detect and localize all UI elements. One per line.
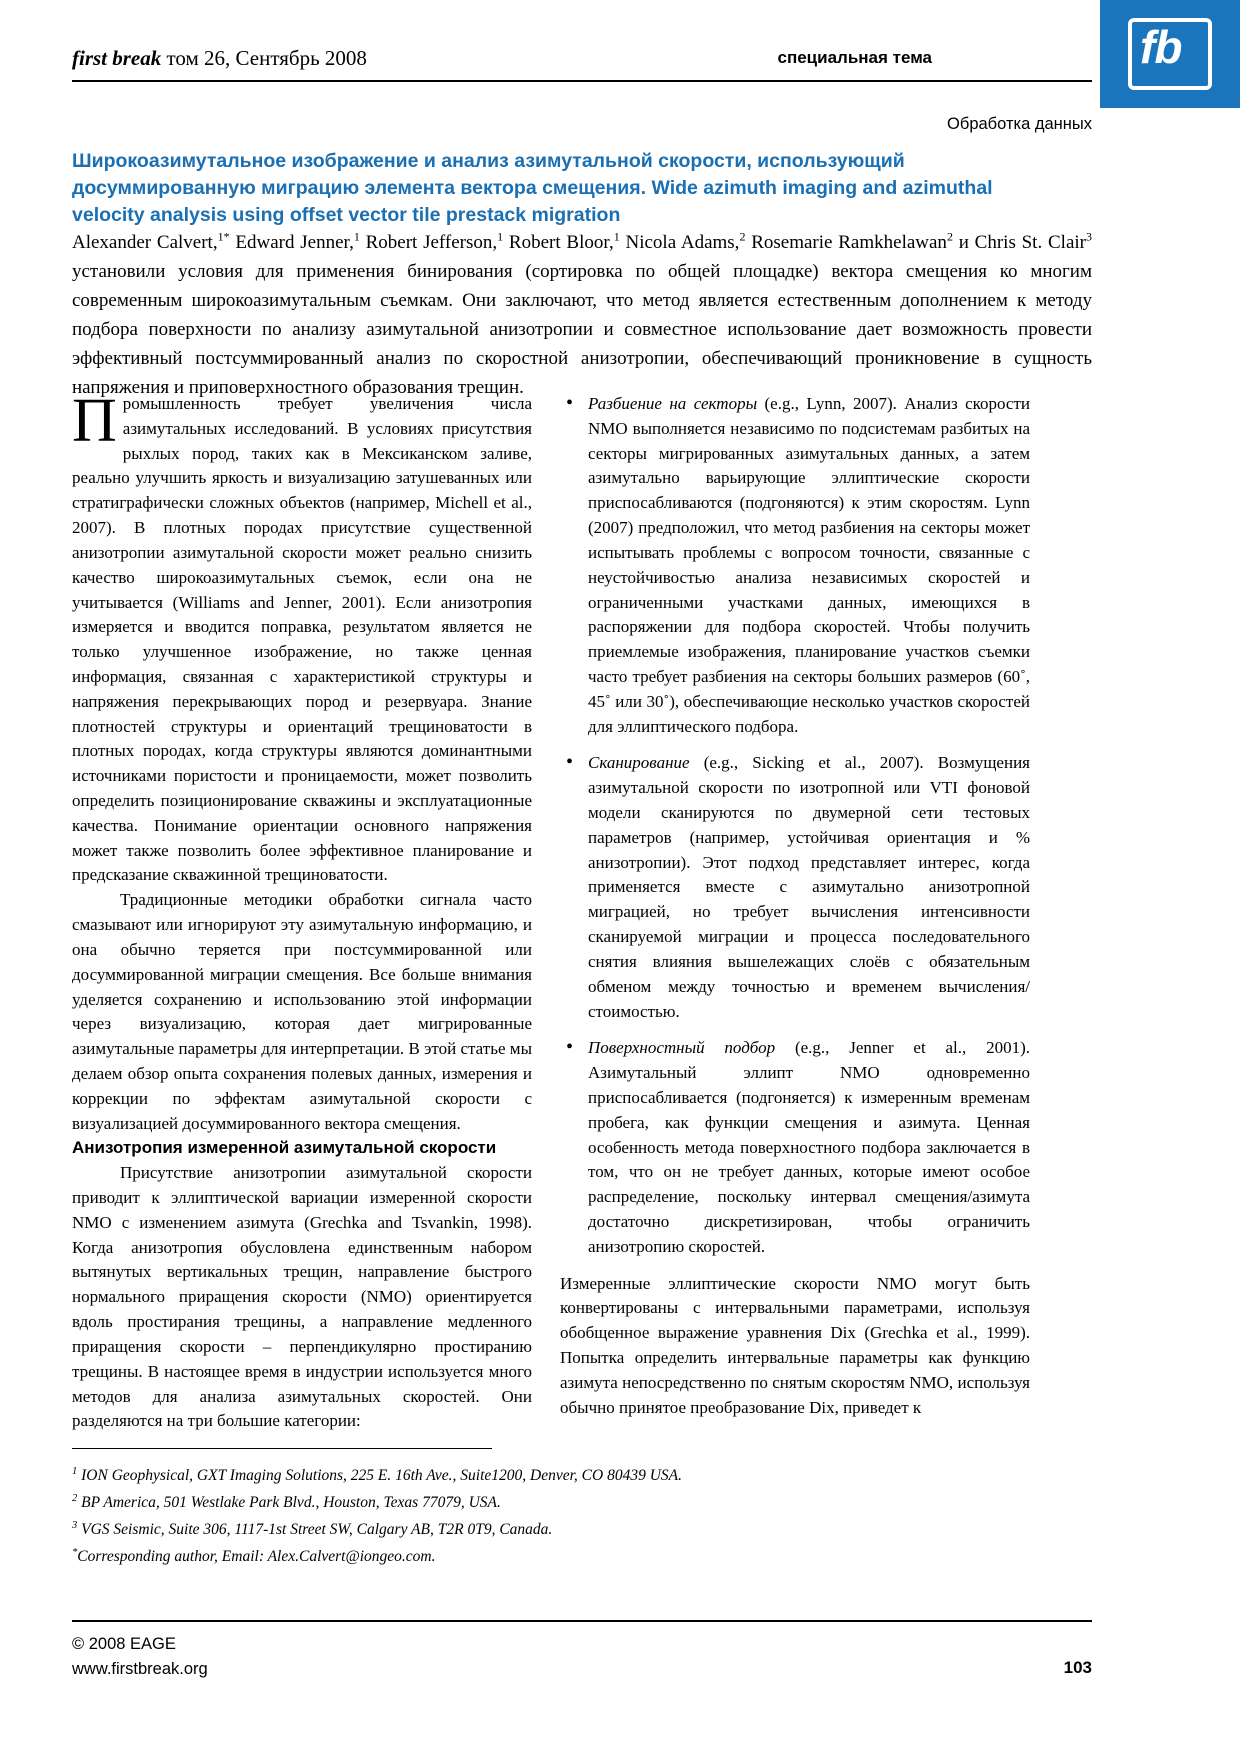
- first-break-logo: [1100, 0, 1240, 108]
- logo-text: fb: [1140, 21, 1182, 73]
- website-url[interactable]: www.firstbreak.org: [72, 1659, 208, 1678]
- title-line-2: досуммированную миграцию элемента вектора смещения. Wide azimuth imaging and azimuthal: [72, 176, 993, 199]
- list-item: [560, 1036, 1030, 1259]
- footnote-marker: 2: [72, 1492, 78, 1504]
- header-divider: [72, 80, 1092, 82]
- footnote-text: VGS Seismic, Suite 306, 1117-1st Street SW, Calgary AB, T2R 0T9, Canada.: [77, 1521, 553, 1539]
- list-item-text: (e.g., Sicking et al., 2007). Возмущения азимутальной скорости по изотропной или VTI фоновой модели сканируются по двумерной сети тестовых параметров (например, устойчивая ориентация и % анизотропии). Этот подход представляет интерес, когда применяется вместе с азимутально анизотропной миграцией, но требует вычисления интенсивности сканируемой миграции и процесса последовательного снятия влияния вышележащих слоёв с обязательным обменом между точностью и временем вычисления/стоимостью.: [588, 753, 1030, 1021]
- list-item-lead: Поверхностный подбор: [588, 1038, 776, 1058]
- paragraph-traditional-methods: Традиционные методики обработки сигнала часто смазывают или игнорируют эту азимутальную информацию, и она обычно теряется при постсуммированной или досуммированной миграции смещения. Все больше внимания уделяется сохранению и использованию этой информации через визуализацию, которая дает мигрированные азимутальные параметры для интерпретации. В этой статье мы делаем обзор опыта сохранения полевых данных, измерения и коррекции по эффектам азимутальной скорости с визуализацией досуммированного вектора смещения.: [72, 890, 532, 1133]
- footnote-corresponding-author: [72, 1543, 1092, 1570]
- drop-cap: П: [72, 387, 117, 455]
- footnote-text: Corresponding author, Email: Alex.Calvert@iongeo.com.: [77, 1548, 436, 1566]
- subheading-anisotropy: Анизотропия измеренной азимутальной скорости: [72, 1138, 497, 1158]
- journal-name: first break: [72, 46, 162, 70]
- page-title: [72, 148, 1032, 229]
- list-item: [560, 751, 1030, 1024]
- column-left: [72, 387, 532, 1434]
- footnote-1: [72, 1462, 1092, 1489]
- list-item-lead: Разбиение на секторы: [588, 394, 758, 413]
- author-list: Alexander Calvert,$^{1*}$ Edward Jenner,$^1$ Robert Jefferson,$^1$ Robert Bloor,$^1$ Nicola Adams,$^2$ Rosemarie Ramkhelawan$^2$ и Chris St. Clair$^3$: [72, 230, 1092, 254]
- footnote-text: ION Geophysical, GXT Imaging Solutions, 225 E. 16th Ave., Suite1200, Denver, CO 80439 USA.: [77, 1467, 682, 1484]
- copyright-text: © 2008 EAGE: [72, 1635, 176, 1653]
- title-line-3: velocity analysis using offset vector tile prestack migration: [72, 203, 621, 226]
- title-line-1: Широкоазимутальное изображение и анализ азимутальной скорости, использующий: [72, 150, 905, 172]
- footnote-text: BP America, 501 Westlake Park Blvd., Houston, Texas 77079, USA.: [77, 1494, 501, 1512]
- footnote-marker: 1: [72, 1465, 78, 1477]
- list-item-text: (e.g., Jenner et al., 2001). Азимутальный эллипт NMO одновременно приспосабливается (подгоняется) к измеренным временам пробега, как функции смещения и азимута. Ценная особенность метода поверхностного подбора заключается в том, что он не требует данных, которые имеют особое распределение, поскольку интервал смещения/азимута достаточно дискретизирован, чтобы ограничить анизотропию скоростей.: [588, 1038, 1031, 1256]
- list-item-lead: Сканирование: [588, 753, 690, 773]
- footnotes: [72, 1462, 1092, 1571]
- page-number: 103: [1063, 1658, 1092, 1677]
- methods-list: [560, 392, 1030, 1260]
- footnote-2: [72, 1489, 1092, 1516]
- section-label: Обработка данных: [947, 115, 1092, 133]
- journal-issue-text: том 26, Сентябрь 2008: [161, 46, 367, 70]
- paragraph-dix-conversion: Измеренные эллиптические скорости NMO могут быть конвертированы с интервальными параметрами, используя обобщенное выражение уравнения Dix (Grechka et al., 1999). Попытка определить интервальные параметры как функцию азимута непосредственно по снятым скоростям NMO, используя обычно принятое преобразование Dix, приведет к: [560, 1273, 1030, 1417]
- masthead: [72, 46, 1092, 71]
- footnote-divider: [72, 1448, 492, 1449]
- footnote-marker: *: [72, 1547, 78, 1559]
- paragraph-intro-text: ромышленность требует увеличения числа азимутальных исследований. В условиях присутствия рыхлых пород, таких как в Мексиканском заливе, реально улучшить яркость и визуализацию затушеванных или стратиграфически сложных объектов (например, Michell et al., 2007). В плотных породах присутствие существенной анизотропии азимутальной скорости может реально снизить качество широкоазимутальных съемок, если она не учитывается (Williams and Jenner, 2001). Если анизотропия измеряется и вводится поправка, результатом является не только улучшенное изображение, но также ценная информация, связанная с характеристикой структуры и напряжения перекрывающих пород и резервуара. Знание плотностей структуры и ориентаций трещиноватости в плотных породах, когда структуры являются доминантными источниками пористости и проницаемости, может позволить определить позиционирование скважины и эксплуатационные качества. Понимание ориентации основного напряжения может также позволить более эффективное планирование и предсказание скважинной трещиноватости.: [72, 394, 532, 885]
- journal-issue: [72, 46, 367, 71]
- abstract-text: установили условия для применения бинирования (сортировка по общей площадке) вектора смещения ко многим современным широкоазимутальным съемкам. Они заключают, что метод является естественным дополнением к методу подбора поверхности по анализу азимутальной анизотропии и совместное использование дает возможность провести эффективный постсуммированный анализ по скоростной анизотропии, обеспечивающий проникновение в сущность напряжения и приповерхностного образования трещин.: [72, 261, 1092, 398]
- paragraph-anisotropy: Присутствие анизотропии азимутальной скорости приводит к эллиптической вариации измеренной скорости NMO с изменением азимута (Grechka and Tsvankin, 1998). Когда анизотропия обусловлена единственным набором вытянутых вертикальных трещин, направление быстрого нормального приращения скорости (NMO) ориентируется вдоль простирания трещины, а направление медленного приращения скорости – перпендикулярно простиранию трещины. В настоящее время в индустрии используется много методов для анализа азимутальных скоростей. Они разделяются на три большие категории:: [72, 1163, 532, 1431]
- special-topic-label: специальная тема: [777, 48, 932, 67]
- footnote-marker: 3: [72, 1520, 78, 1532]
- abstract: [72, 228, 1092, 403]
- footnote-3: [72, 1516, 1092, 1543]
- column-right: [560, 392, 1030, 1421]
- footer-divider: [72, 1620, 1092, 1622]
- list-item: [560, 392, 1030, 739]
- paragraph-intro: [72, 387, 532, 888]
- list-item-text: (e.g., Lynn, 2007). Анализ скорости NMO выполняется независимо по подсистемам разбитых на секторы мигрированных азимутальных данных, а затем азимутально варьирующие эллиптические скорости приспосабливаются (подгоняются) к этим скоростям. Lynn (2007) предположил, что метод разбиения на секторы может испытывать проблемы с вопросом точности, связанные с неустойчивостью анализа независимых скоростей и ограниченными участками данных, имеющихся в распоряжении для подбора скоростей. Чтобы получить приемлемые изображения, планирование участков съемки часто требует разбиения на секторы больших размеров (60˚, 45˚ или 30˚), обеспечивающие несколько участков скоростей для эллиптического подбора.: [588, 394, 1031, 736]
